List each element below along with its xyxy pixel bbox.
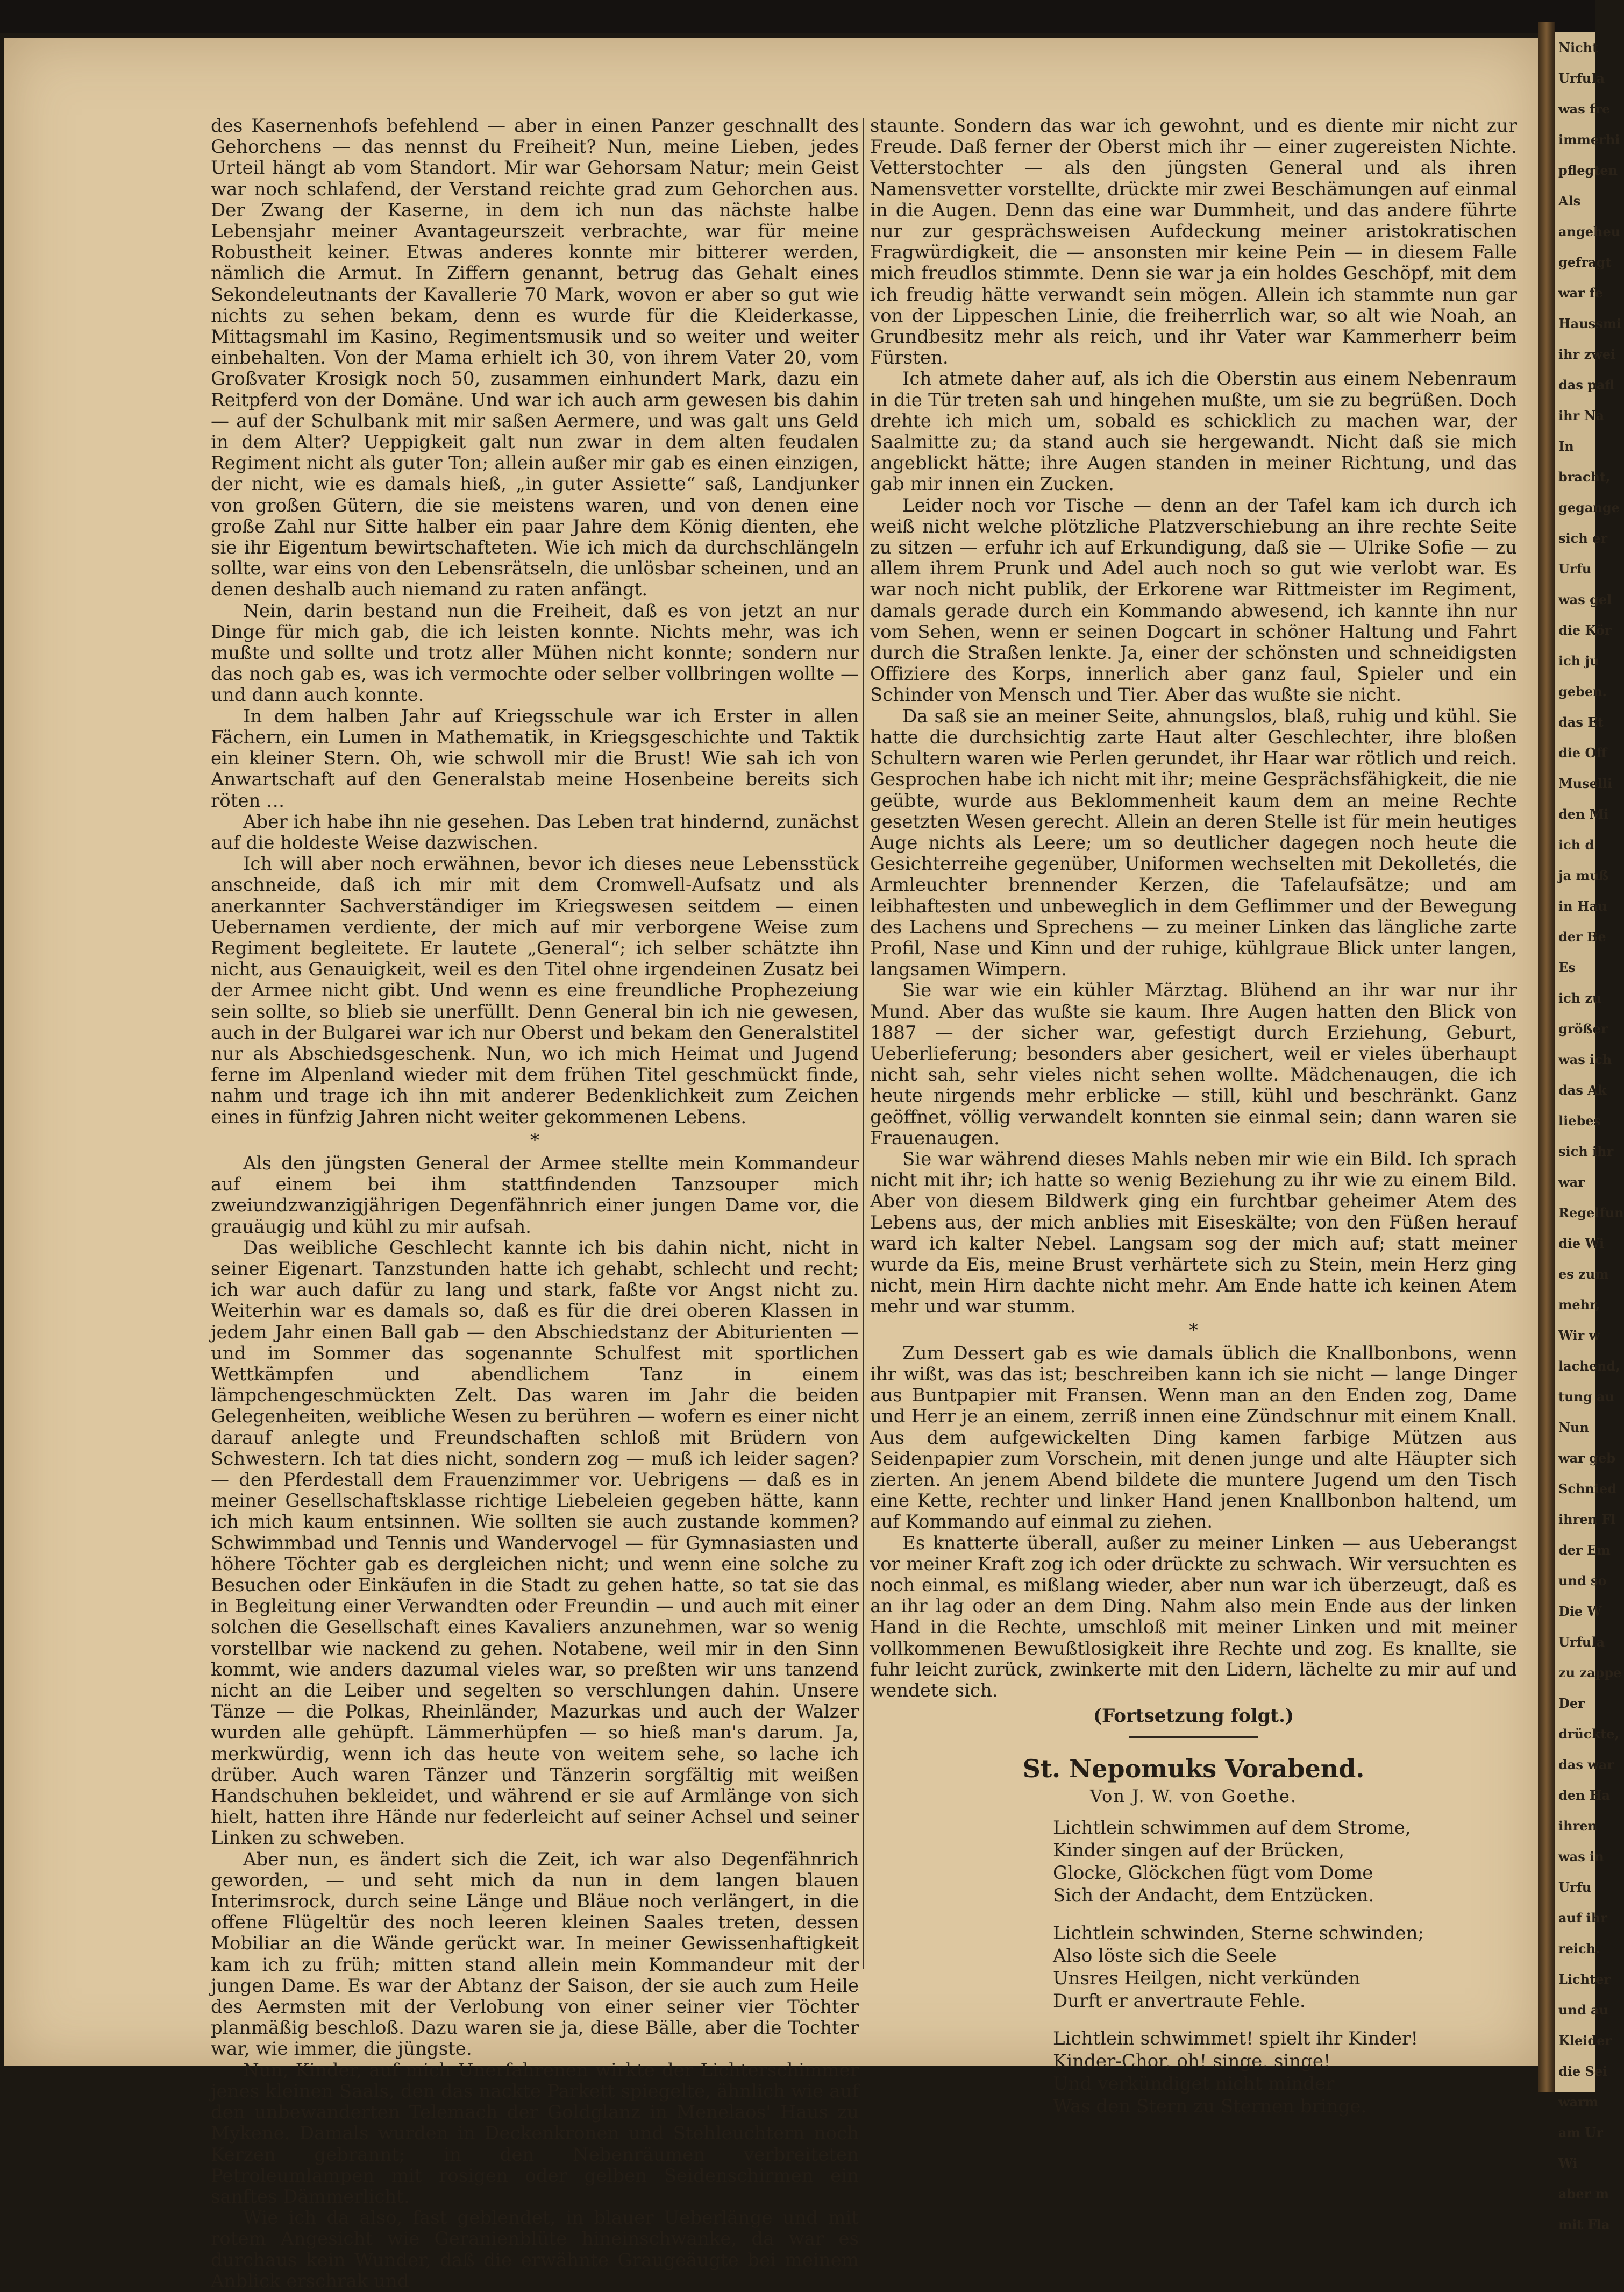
left-column <box>211 116 859 2292</box>
poem-line: Also löste sich die Seele <box>1053 1945 1277 1967</box>
paragraph: Da saß sie an meiner Seite, ahnungslos, blaß, ruhig und kühl. Sie hatte die durchsichtig zarte Haut alter Geschlechter, ihre bloßen Schultern waren wie Perlen gerundet, ihr Haar war rötlich und reich. Gesprochen habe ich nicht mit ihr; meine Gesprächsfähigkeit, die nie geübte, wurde aus Beklommenheit kaum dem an meine Rechte gesetzten Wesen gerecht. Allein an deren Stelle ist für mein heutiges Auge nichts als Leere; um so deutlicher dagegen noch heute die Gesichterreihe gegenüber, Uniformen wechselten mit Dekolletés, die Armleuchter brennender Kerzen, die Tafelaufsätze; und am leibhaftesten und unbeweglich in dem Geflimmer und der Bewegung des Lachens und Sprechens — zu meiner Linken das längliche zarte Profil, Nase und Kinn und der ruhige, kühlgraue Blick unter langen, langsamen Wimpern. <box>870 705 1517 981</box>
next-page-fragment: der Em <box>1558 1542 1611 1558</box>
next-page-fragment: die Wi <box>1558 1236 1605 1251</box>
next-page-fragment: Als <box>1558 193 1581 209</box>
scan-border-top <box>0 0 1595 33</box>
next-page-fragment: Wir w <box>1558 1328 1600 1343</box>
next-page-fragment: in Hau <box>1558 898 1607 914</box>
next-page-fragment: Kleider <box>1558 2033 1612 2048</box>
next-page-fragment: pflegten <box>1558 162 1618 178</box>
paragraph: Leider noch vor Tische — denn an der Tafel kam ich durch ich weiß nicht welche plötzliche Platzverschiebung an ihre rechte Seite zu sitzen — erfuhr ich auf Erkundigung, daß sie — Ulrike Sofie — zu allem ihrem Prunk und Adel auch noch so gut wie verlobt war. Es war noch nicht publik, der Erkorene war Rittmeister im Regiment, damals gerade durch ein Kommando abwesend, ich kannte ihn nur vom Sehen, wenn er seinen Dogcart in schöner Haltung und Fahrt durch die Straßen lenkte. Ja, einer der schönsten und schneidigsten Offiziere des Korps, innerlich aber ganz faul, Spieler und ein Schinder von Mensch und Tier. Aber das wußte sie nicht. <box>870 494 1517 706</box>
section-rule <box>1129 1736 1258 1738</box>
next-page-fragment: und so <box>1558 1573 1607 1588</box>
paragraph: Ich will aber noch erwähnen, bevor ich dieses neue Lebensstück anschneide, daß ich mir mit dem Cromwell-Aufsatz und als anerkannter Sachverständiger im Kriegswesen seitdem — einen Uebernamen verdiente, der mich auf mir verborgene Weise zum Regiment begleitete. Er lautete „General“; ich selber schätzte ihn nicht, aus Genauigkeit, weil es den Titel ohne irgendeinen Zusatz bei der Armee nicht gibt. Und wenn es eine freundliche Prophezeiung sein sollte, so blieb sie unerfüllt. Denn General bin ich nie gewesen, auch in der Bulgarei war ich nur Oberst und bekam den Generalstitel nur als Abschiedsgeschenk. Nun, wo ich mich Heimat und Jugend ferne im Alpenland wieder mit dem frühen Titel geschmückt finde, nahm und trage ich ihn mit anderer Bedenklichkeit zum Zeichen eines in fünfzig Jahren nicht weiter gekommenen Lebens. <box>211 853 859 1128</box>
next-page-fragment: Urfula <box>1558 1634 1605 1650</box>
paragraph: Es knatterte überall, außer zu meiner Linken — aus Ueberangst vor meiner Kraft zog ich oder drückte zu schwach. Wir versuchten es noch einmal, es mißlang wieder, aber nun war ich überzeugt, daß es an ihr lag oder an dem Ding. Nahm also mein Ende aus der linken Hand in die Rechte, umschloß mit meiner Linken und mit meiner vollkommenen Bewußtlosigkeit ihre Rechte und zog. Es knallte, sie fuhr leicht zurück, zwinkerte mit den Lidern, lächelte zu mir auf und wendete sich. <box>870 1532 1517 1702</box>
poem-line: Glocke, Glöckchen fügt vom Dome <box>1053 1862 1373 1884</box>
section-separator-star: * <box>530 1129 539 1151</box>
next-page-fragment: was in <box>1558 1849 1604 1864</box>
next-page-edge <box>1555 32 1624 2232</box>
next-page-fragment: drückte, <box>1558 1726 1619 1742</box>
next-page-fragment: mehr, <box>1558 1297 1600 1312</box>
next-page-fragment: zu zappe <box>1558 1665 1622 1680</box>
poem-line: Lichtlein schwinden, Sterne schwinden; <box>1053 1922 1424 1945</box>
next-page-fragment: mit Fla <box>1558 2217 1610 2232</box>
poem-author: Von J. W. von Goethe. <box>1089 1786 1297 1807</box>
right-column <box>870 116 1517 2133</box>
next-page-fragment: sich er <box>1558 530 1607 546</box>
next-page-fragment: die Kör <box>1558 622 1612 638</box>
next-page-fragment: sich ihr <box>1558 1144 1614 1159</box>
next-page-fragment: ja muß <box>1558 868 1609 883</box>
next-page-fragment: was gel <box>1558 592 1612 607</box>
next-page-fragment: was ich <box>1558 1052 1612 1067</box>
column-divider <box>863 118 864 1969</box>
next-page-fragment: das Et <box>1558 714 1604 730</box>
next-page-fragment: Nicht <box>1558 40 1599 55</box>
book-gutter <box>1538 22 1555 2092</box>
next-page-fragment: den Mi <box>1558 806 1609 822</box>
next-page-fragment: geben. <box>1558 684 1607 699</box>
next-page-fragment: reich. <box>1558 1941 1600 1956</box>
next-page-fragment: Urfu <box>1558 561 1592 577</box>
next-page-fragment: tung au <box>1558 1389 1615 1404</box>
poem-line: Und verkündiget nicht minder <box>1053 2073 1335 2095</box>
next-page-fragment: Regelfun <box>1558 1205 1624 1220</box>
paragraph: Wie ich da also, fast geblendet, in blauer Ueberlänge und mit rotem Angesicht wie Geranienblüte hineinschwanke, da war es durchaus kein Wunder, daß die erwähnte Graugeäugte bei meinem Anblick erschrak und <box>211 2207 859 2292</box>
next-page-fragment: Es <box>1558 960 1576 975</box>
next-page-fragment: den Ha <box>1558 1787 1611 1803</box>
next-page-fragment: Muselli <box>1558 776 1613 791</box>
next-page-fragment: es zum <box>1558 1266 1609 1282</box>
poem-line: Lichtlein schwimmen auf dem Strome, <box>1053 1817 1411 1839</box>
paragraph: Nein, darin bestand nun die Freiheit, daß es von jetzt an nur Dinge für mich gab, die ich leisten konnte. Nichts mehr, was ich mußte und sollte und trotz aller Mühen nicht konnte; sondern nur das noch gab es, was ich vermochte oder selber vollbringen wollte — und dann auch konnte. <box>211 600 859 706</box>
paragraph: In dem halben Jahr auf Kriegsschule war ich Erster in allen Fächern, ein Lumen in Mathematik, in Kriegsgeschichte und Taktik ein kleiner Stern. Oh, wie schwoll mir die Brust! Wie sah ich von Anwartschaft auf den Generalstab meine Hosenbeine bereits sich röten … <box>211 705 859 812</box>
next-page-fragment: der Be <box>1558 929 1606 945</box>
next-page-fragment: Haussmi <box>1558 316 1622 331</box>
next-page-fragment: das pafl <box>1558 377 1614 393</box>
next-page-fragment: Die W <box>1558 1603 1602 1619</box>
next-page-fragment: Nun <box>1558 1420 1589 1435</box>
continued-note: (Fortsetzung folgt.) <box>1093 1705 1294 1727</box>
next-page-fragment: ihren <box>1558 1818 1597 1834</box>
paragraph: Ich atmete daher auf, als ich die Oberstin aus einem Nebenraum in die Tür treten sah und hingehen mußte, um sie zu begrüßen. Doch drehte ich mich um, sobald es schicklich zu machen war, der Saalmitte zu; da stand auch sie hergewandt. Nicht daß sie mich angeblickt hätte; ihre Augen standen in meiner Richtung, und das gab mir innen ein Zucken. <box>870 368 1517 495</box>
next-page-fragment: die Sei <box>1558 2063 1608 2079</box>
paragraph: des Kasernenhofs befehlend — aber in einen Panzer geschnallt des Gehorchens — das nennst du Freiheit? Nun, meine Lieben, jedes Urteil hängt ab vom Standort. Mir war Gehorsam Natur; mein Geist war noch schlafend, der Verstand reichte grad zum Gehorchen aus. Der Zwang der Kaserne, in dem ich nun das nächste halbe Lebensjahr meiner Avantageurszeit verbrachte, war für meine Robustheit keiner. Etwas anderes konnte mir bitterer werden, nämlich die Armut. In Ziffern genannt, betrug das Gehalt eines Sekondeleutnants der Kavallerie 70 Mark, wovon er aber so gut wie nichts zu sehen bekam, denn es wurde für die Kleiderkasse, Mittagsmahl im Kasino, Regimentsmusik und so weiter und weiter einbehalten. Von der Mama erhielt ich 30, von ihrem Vater 20, vom Großvater Krosigk noch 50, zusammen einhundert Mark, dazu ein Reitpferd von der Domäne. Und war ich auch arm gewesen bis dahin — auf der Schulbank mit mir saßen Aermere, und was galt uns Geld in dem Alter? Ueppigkeit galt nun zwar in dem alten feudalen Regiment nicht als guter Ton; allein außer mir gab es einen einzigen, der nicht, wie es damals hieß, „in guter Assiette“ saß, Landjunker von großen Gütern, die sie meistens waren, und von denen eine große Zahl nur Sitte halber ein paar Jahre dem König dienten, ehe sie ihr Eigentum bewirtschafteten. Wie ich mich da durchschlängeln sollte, war eins von den Lebensrätseln, die unlösbar scheinen, und an denen deshalb auch niemand zu raten anfängt. <box>211 115 859 601</box>
next-page-fragment: ich zu <box>1558 990 1602 1006</box>
poem-line: Kinder-Chor, oh! singe, singe! <box>1053 2050 1331 2073</box>
poem-line: Kinder singen auf der Brücken, <box>1053 1840 1345 1862</box>
next-page-fragment: was fre <box>1558 101 1611 117</box>
poem-line: Lichtlein schwimmet! spielt ihr Kinder! <box>1053 2028 1419 2050</box>
next-page-fragment: größer <box>1558 1021 1608 1037</box>
next-page-fragment: am Ur <box>1558 2125 1603 2140</box>
next-page-fragment: das Ak <box>1558 1082 1607 1098</box>
next-page-fragment: ihr Na <box>1558 408 1605 423</box>
next-page-fragment: angeheu <box>1558 224 1621 239</box>
paragraph: Sie war während dieses Mahls neben mir wie ein Bild. Ich sprach nicht mit ihr; ich hatte so wenig Beziehung zu ihr wie zu einem Bild. Aber von diesem Bildwerk ging ein furchtbar geheimer Atem des Lebens aus, der mich anblies mit Eiseskälte; von den Füßen herauf ward ich kalter Nebel. Langsam sog der mich auf; statt meiner wurde da Eis, meine Brust verhärtete sich zu Stein, mein Herz ging nicht, mein Hirn dachte nicht mehr. Am Ende hatte ich keinen Atem mehr und war stumm. <box>870 1148 1517 1318</box>
next-page-fragment: immerhi <box>1558 132 1620 147</box>
next-page-fragment: war <box>1558 1174 1585 1190</box>
next-page-fragment: und au <box>1558 2002 1609 2018</box>
poem-title: St. Nepomuks Vorabend. <box>1022 1754 1365 1784</box>
next-page-fragment: ihr zwei <box>1558 346 1616 362</box>
section-separator-star: * <box>1189 1319 1198 1341</box>
paragraph: Das weibliche Geschlecht kannte ich bis dahin nicht, nicht in seiner Eigenart. Tanzstunden hatte ich gehabt, schlecht und recht; ich war auch dafür zu lang und stark, faßte vor Angst nicht zu. Weiterhin war es damals so, daß es für die drei oberen Klassen in jedem Jahr einen Ball gab — den Abschiedstanz der Abiturienten — und im Sommer das sogenannte Schulfest mit sportlichen Wettkämpfen und abendlichem Tanz in einem lämpchengeschmückten Zelt. Das waren im Jahr die beiden Gelegenheiten, weibliche Wesen zu berühren — wofern es einer nicht darauf anlegte und Freundschaften schloß mit Brüdern von Schwestern. Ich tat dies nicht, sondern zog — muß ich leider sagen? — den Pferdestall dem Frauenzimmer vor. Uebrigens — daß es in meiner Gesellschaftsklasse richtige Liebeleien gegeben hätte, kann ich mich kaum entsinnen. Wie sollten sie auch zustande kommen? Schwimmbad und Tennis und Wandervogel — für Gymnasiasten und höhere Töchter gab es dergleichen nicht; und wenn eine solche zu Besuchen oder Einkäufen in die Stadt zu gehen hatte, so tat sie das in Begleitung einer Verwandten oder Freundin — und auch mit einer solchen die Gesellschaft eines Kavaliers anzunehmen, war so wenig vorstellbar wie nackend zu gehen. Notabene, weil mir in den Sinn kommt, wie anders dazumal vieles war, so preßten wir uns tanzend nicht an die Leiber und segelten so verschlungen dahin. Unsere Tänze — die Polkas, Rheinländer, Mazurkas und auch der Walzer wurden alle gehüpft. Lämmerhüpfen — so hieß man's darum. Ja, merkwürdig, wenn ich das heute von weitem sehe, so lache ich drüber. Auch waren Tänzer und Tänzerin sorgfältig mit weißen Handschuhen bekleidet, und während er sie auf Armlänge von sich hielt, hatten ihre Hände nur federleicht auf seiner Achsel und seiner Linken zu schweben. <box>211 1237 859 1849</box>
next-page-fragment: aber m <box>1558 2186 1609 2202</box>
next-page-fragment: Urfula <box>1558 70 1605 86</box>
next-page-fragment: ich d <box>1558 837 1594 853</box>
next-page-fragment: war fe <box>1558 285 1603 301</box>
next-page-fragment: gefragt <box>1558 254 1612 270</box>
next-page-fragment: liebes <box>1558 1113 1601 1129</box>
next-page-fragment: Schnied <box>1558 1481 1617 1496</box>
poem-line: Sich der Andacht, dem Entzücken. <box>1053 1885 1374 1907</box>
next-page-fragment: In <box>1558 438 1574 454</box>
paragraph: Aber nun, es ändert sich die Zeit, ich war also Degenfähnrich geworden, — und seht mich da nun in dem langen blauen Interimsrock, durch seine Länge und Bläue noch verlängert, in die offene Flügeltür des noch leeren kleinen Saales treten, dessen Mobiliar an die Wände gerückt war. In meiner Gewissenhaftigkeit kam ich zu früh; mitten stand allein mein Kommandeur mit der jungen Dame. Es war der Abtanz der Saison, der sie auch zum Heile des Aermsten mit der Verlobung von einer seiner vier Töchter planmäßig beschloß. Dazu waren sie ja, diese Bälle, aber die Tochter war, wie immer, die jüngste. <box>211 1848 859 2060</box>
poem-line: Durft er anvertraute Fehle. <box>1053 1990 1306 2012</box>
next-page-fragment: war geb <box>1558 1450 1616 1466</box>
next-page-fragment: Urfu <box>1558 1879 1592 1895</box>
next-page-fragment: bracht, <box>1558 469 1611 485</box>
paragraph: Sie war wie ein kühler Märztag. Blühend an ihr war nur ihr Mund. Aber das wußte sie kaum. Ihre Augen hatten den Blick von 1887 — der sicher war, gefestigt durch Erziehung, Geburt, Ueberlieferung; besonders aber gesichert, weil er vieles überhaupt nicht sah, sehr vieles nicht sehen wollte. Mädchenaugen, die ich heute nirgends mehr erblicke — still, kühl und beschränkt. Ganz geöffnet, völlig verwandelt konnten sie einmal sein; dann waren sie Frauenaugen. <box>870 980 1517 1149</box>
paragraph: Als den jüngsten General der Armee stellte mein Kommandeur auf einem bei ihm stattfindenden Tanzsouper mich zweiundzwanzigjährigen Degenfähnrich einer jungen Dame vor, die grauäugig und kühl zu mir aufsah. <box>211 1152 859 1238</box>
next-page-fragment: das war <box>1558 1757 1614 1772</box>
next-page-fragment: die Off <box>1558 745 1607 761</box>
paragraph: Zum Dessert gab es wie damals üblich die Knallbonbons, wenn ihr wißt, was das ist; beschreiben kann ich sie nicht — lange Dinger aus Buntpapier mit Fransen. Wenn man an den Enden zog, Dame und Herr je an einem, zerriß innen eine Zündschnur mit einem Knall. Aus dem aufgewickelten Ding kamen farbige Mützen aus Seidenpapier zum Vorschein, mit denen junge und alte Häupter sich zierten. An jenem Abend bildete die muntere Jugend um den Tisch eine Kette, rechter und linker Hand jenen Knallbonbon haltend, um auf Kommando auf einmal zu ziehen. <box>870 1342 1517 1533</box>
paragraph: Nun, Kinder, auf mich Unerfahrenen wirkte der Lichterschimmer jenes kleinen Saals, den das nackte Parkett spiegelte, ähnlich wie auf den unbewanderten Telemach der Goldglanz in Menelaos' Haus zu Mykene. Damals wurden in Deckenkronen und Stehleuchtern noch Kerzen gebrannt; in den Nebenräumen verbreiteten Petroleumlampen mit rosigen oder gelben Seidenschirmen ein sanftes Dämmerlicht. <box>211 2059 859 2208</box>
poem-stanza <box>1053 1816 1517 1907</box>
next-page-fragment: ihren Fl <box>1558 1512 1616 1527</box>
paragraph: Aber ich habe ihn nie gesehen. Das Leben trat hindernd, zunächst auf die holdeste Weise dazwischen. <box>211 811 859 854</box>
next-page-fragment: ich ju <box>1558 653 1599 669</box>
poem-line: Was den Stern zu Sternen bringe. <box>1053 2096 1367 2118</box>
next-page-fragment: lachend, <box>1558 1358 1620 1374</box>
next-page-fragment: Lichter <box>1558 1971 1611 1987</box>
next-page-fragment: Der <box>1558 1695 1585 1711</box>
next-page-fragment: warm <box>1558 2094 1599 2110</box>
next-page-fragment: auf ihr <box>1558 1910 1607 1926</box>
poem-stanza <box>1053 1922 1517 2012</box>
poem-line: Unsres Heilgen, nicht verkünden <box>1053 1968 1361 1990</box>
next-page-fragment: Wi <box>1558 2155 1578 2171</box>
paragraph: staunte. Sondern das war ich gewohnt, und es diente mir nicht zur Freude. Daß ferner der Oberst mich ihr — einer zugereisten Nichte. Vetterstochter — als den jüngsten General und als ihren Namensvetter vorstellte, drückte mir zwei Beschämungen auf einmal in die Augen. Denn das eine war Dummheit, und das andere führte nur zur gesprächsweisen Aufdeckung meiner aristokratischen Fragwürdigkeit, die — ansonsten mir keine Pein — in diesem Falle mich freudlos stimmte. Denn sie war ja ein holdes Geschöpf, mit dem ich freudig hätte verwandt sein mögen. Allein ich stammte nun gar von der Lippeschen Linie, die freiherrlich war, so alt wie Noah, an Grundbesitz mehr als reich, und ihr Vater war Kammerherr beim Fürsten. <box>870 115 1517 369</box>
poem-stanza <box>1053 2027 1517 2118</box>
next-page-fragment: gegange <box>1558 500 1620 515</box>
